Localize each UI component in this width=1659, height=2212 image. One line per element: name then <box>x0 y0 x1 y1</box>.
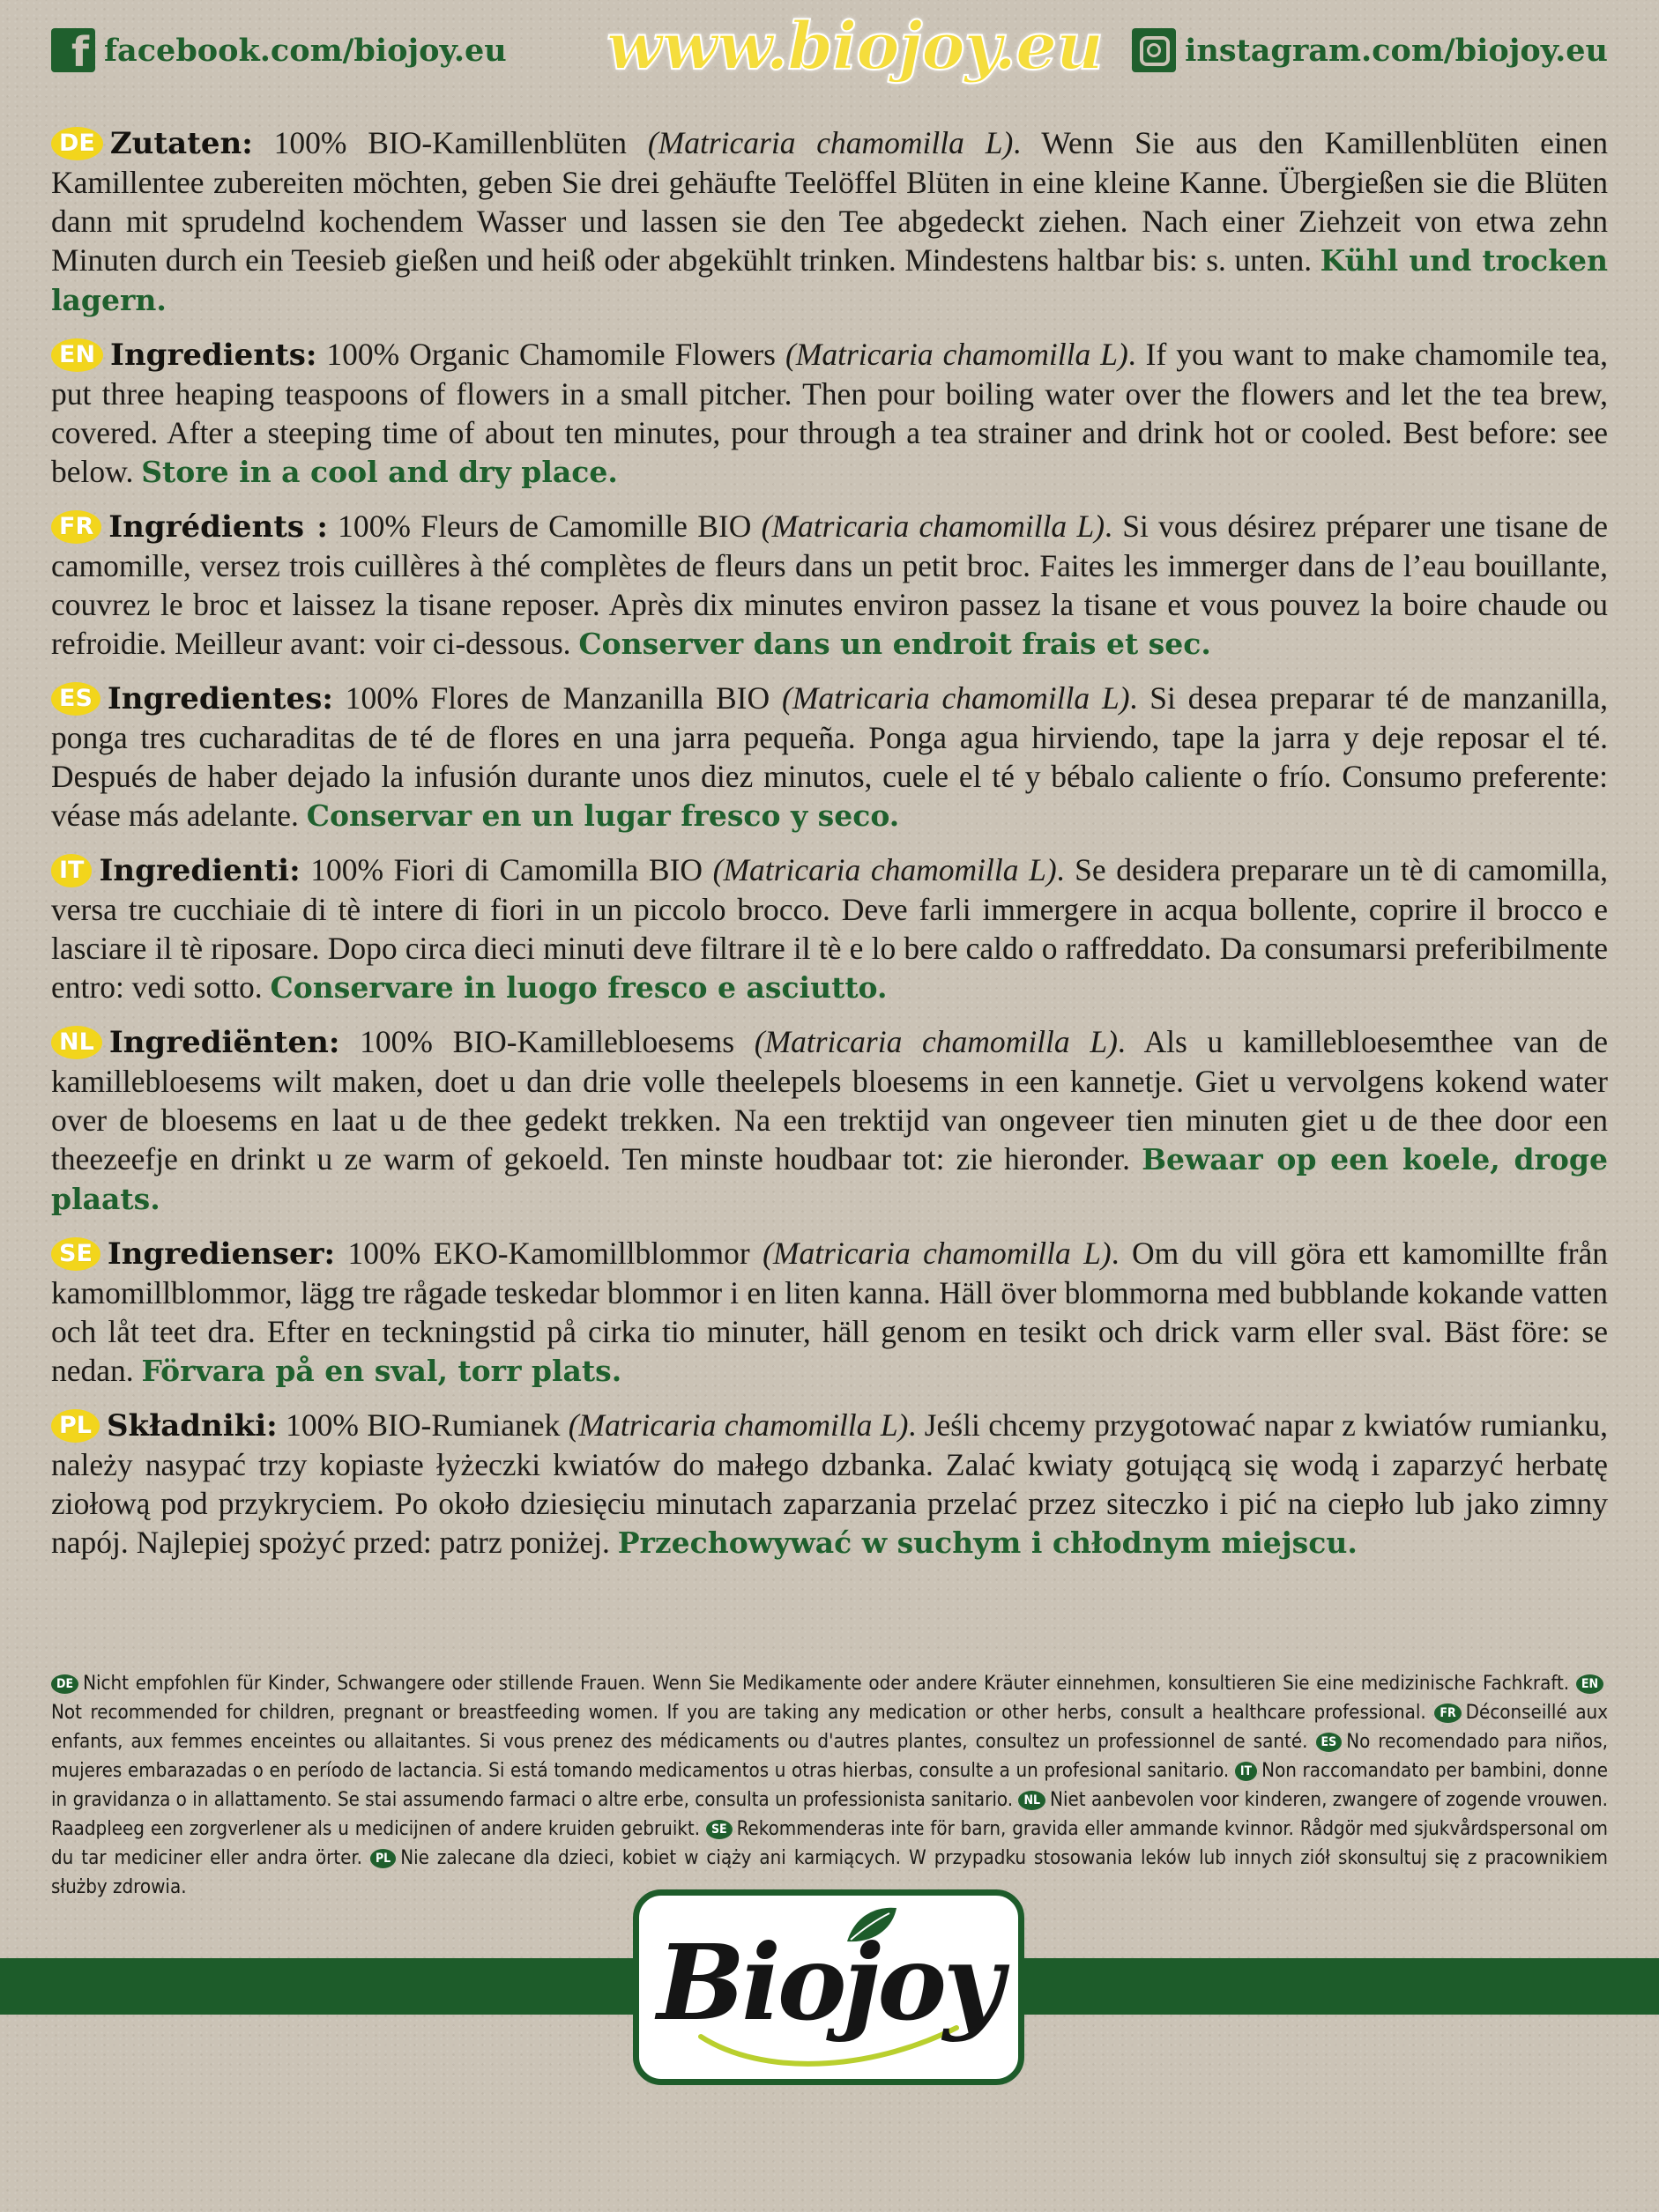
warning-text: Déconseillé aux enfants, aux femmes enceintes ou allaitantes. Si vous prenez des médicaments ou d'autres plantes, consultez un professionnel de santé. <box>51 1701 1609 1753</box>
section-text: . Si vous désirez préparer une tisane de camomille, versez trois cuillères à thé complètes de fleurs dans un petit broc. Faites les immerger dans de l’eau bouillante, couvrez le broc et laissez la tisane reposer. Après dix minutes environ passez la tisane et vous pouvez la boire chaude ou refroidie. Meilleur avant: voir ci-dessous. <box>51 508 1608 661</box>
section-text: 100% Fiori di Camomilla BIO <box>300 852 713 887</box>
storage-note: Conservar en un lugar fresco y seco. <box>306 798 900 833</box>
lang-badge: SE <box>51 1237 100 1271</box>
section-text: . Om du vill göra ett kamomillte från kamomillblommor, lägg tre rågade teskedar blommor i en liten kanna. Häll över blommorna med bubblande kokande vatten och låt teet dra. Efter en teckningstid på cirka tio minuter, häll genom en tesikt och drick varm eller sval. Bäst före: se nedan. <box>51 1236 1608 1388</box>
section-label: Ingrédients : <box>108 509 328 545</box>
latin-name: (Matricaria chamomilla L) <box>647 125 1014 160</box>
section-text: 100% Flores de Manzanilla BIO <box>332 680 782 716</box>
warning-text: Not recommended for children, pregnant or breastfeeding women. If you are taking any medication or other herbs, consult a healthcare professional. <box>51 1701 1426 1724</box>
latin-name: (Matricaria chamomilla L) <box>763 1236 1112 1271</box>
lang-badge: IT <box>51 854 92 887</box>
facebook-icon <box>51 28 95 72</box>
lang-badge: PL <box>51 1409 100 1443</box>
facebook-link[interactable] <box>51 28 507 72</box>
facebook-url[interactable]: facebook.com/biojoy.eu <box>104 32 507 69</box>
warning-text: Nicht empfohlen für Kinder, Schwangere oder stillende Frauen. Wenn Sie Medikamente oder andere Kräuter einnehmen, konsultieren Sie eine medizinische Fachkraft. <box>83 1672 1570 1695</box>
section-text: 100% BIO-Kamillebloesems <box>339 1024 755 1059</box>
lang-badge: FR <box>51 510 101 544</box>
storage-note: Conserver dans un endroit frais et sec. <box>578 627 1211 661</box>
storage-note: Kühl und trocken lagern. <box>51 243 1608 317</box>
section-text: . Jeśli chcemy przygotować napar z kwiatów rumianku, należy nasypać trzy kopiaste łyżeczki kwiatów do małego dzbanka. Zalać kwiaty gotującą się wodą i zaparzyć herbatę ziołową pod przykryciem. Po około dziesięciu minutach zaparzania przelać przez siteczko i pić na ciepło lub jako zimny napój. Najlepiej spożyć przed: patrz poniżej. <box>51 1407 1608 1560</box>
section-fr <box>51 507 1608 664</box>
section-de <box>51 123 1608 320</box>
latin-name: (Matricaria chamomilla L) <box>754 1024 1118 1059</box>
lang-badge: EN <box>51 338 103 372</box>
warning-badge: ES <box>1316 1733 1343 1752</box>
warning-badge: DE <box>51 1674 78 1694</box>
section-label: Zutaten: <box>109 126 253 161</box>
instagram-url[interactable]: instagram.com/biojoy.eu <box>1185 32 1608 69</box>
section-se <box>51 1234 1608 1391</box>
lang-badge: ES <box>51 682 100 716</box>
section-es <box>51 679 1608 835</box>
instagram-icon <box>1132 28 1176 72</box>
warning-text: Nie zalecane dla dzieci, kobiet w ciąży ani karmiących. W przypadku stosowania leków lub innych ziół skonsultuj się z pracownikiem służby zdrowia. <box>51 1846 1608 1898</box>
section-pl <box>51 1406 1608 1563</box>
warning-badge: NL <box>1018 1791 1045 1810</box>
section-it <box>51 850 1608 1007</box>
section-text: 100% EKO-Kamomillblommor <box>335 1236 763 1271</box>
warning-badge: PL <box>370 1849 396 1868</box>
latin-name: (Matricaria chamomilla L) <box>761 508 1105 544</box>
section-label: Ingredientes: <box>107 681 333 716</box>
latin-name: (Matricaria chamomilla L) <box>785 337 1128 372</box>
section-text: . Si desea preparar té de manzanilla, ponga tres cucharaditas de té de flores en una jarra pequeña. Ponga agua hirviendo, tape la jarra y deje reposar el té. Después de haber dejado la infusión durante unos diez minutos, cuele el té y bébalo caliente o frío. Consumo preferente: véase más adelante. <box>51 680 1609 833</box>
storage-note: Conservare in luogo fresco e asciutto. <box>270 970 888 1005</box>
warning-text: Niet aanbevolen voor kinderen, zwangere of zogende vrouwen. Raadpleeg een zorgverlener als u medicijnen of andere kruiden gebruikt. <box>51 1788 1609 1840</box>
section-en <box>51 335 1608 492</box>
latin-name: (Matricaria chamomilla L) <box>712 852 1057 887</box>
latin-name: (Matricaria chamomilla L) <box>568 1407 909 1443</box>
warning-badge: IT <box>1235 1762 1257 1781</box>
section-nl <box>51 1022 1608 1219</box>
ingredients-sections <box>51 123 1608 1577</box>
lang-badge: DE <box>51 127 103 160</box>
section-text: . Se desidera preparare un tè di camomilla, versa tre cucchiaie di tè intere di fiori in un piccolo brocco. Deve farli immergere in acqua bollente, coprire il brocco e lasciare il tè riposare. Dopo circa dieci minuti deve filtrare il tè e lo bere caldo o raffreddato. Da consumarsi preferibilmente entro: vedi sotto. <box>51 852 1608 1005</box>
section-text: . Als u kamillebloesemthee van de kamillebloesems wilt maken, doet u dan drie volle theelepels bloesems in een kannetje. Giet u vervolgens kokend water over de bloesems en laat u de thee gedekt trekken. Na een trektijd van ongeveer tien minuten giet u de thee door een theezeefje en drinkt u ze warm of gekoeld. Ten minste houdbaar tot: zie hieronder. <box>51 1024 1608 1177</box>
section-text: 100% Fleurs de Camomille BIO <box>327 508 762 544</box>
section-text: . Wenn Sie aus den Kamillenblüten einen Kamillentee zubereiten möchten, geben Sie drei gehäufte Teelöffel Blüten in eine kleine Kanne. Übergießen sie die Blüten dann mit sprudelnd kochendem Wasser und lassen sie den Tee abgedeckt ziehen. Nach einer Ziehzeit von etwa zehn Minuten durch ein Teesieb gießen und heiß oder abgekühlt trinken. Mindestens haltbar bis: s. unten. <box>51 125 1608 278</box>
brand-logo <box>633 1889 1024 2085</box>
lang-badge: NL <box>51 1026 102 1059</box>
section-label: Ingrediënten: <box>108 1025 340 1060</box>
section-label: Ingredients: <box>110 338 317 373</box>
warnings-block <box>51 1669 1608 1902</box>
website-url[interactable]: www.biojoy.eu <box>606 9 1103 85</box>
instagram-link[interactable] <box>1132 28 1608 72</box>
storage-note: Förvara på en sval, torr plats. <box>141 1354 622 1388</box>
logo-wordmark: Biojoy <box>657 1920 1001 2044</box>
warning-text: Rekommenderas inte för barn, gravida eller ammande kvinnor. Rådgör med sjukvårdspersonal om du tar mediciner eller andra örter. <box>51 1817 1608 1869</box>
warning-badge: EN <box>1576 1674 1603 1694</box>
storage-note: Przechowywać w suchym i chłodnym miejscu. <box>617 1525 1358 1560</box>
warning-text: Non raccomandato per bambini, donne in gravidanza o in allattamento. Se stai assumendo farmaci o altre erbe, consulta un professionista sanitario. <box>51 1759 1608 1811</box>
section-label: Składniki: <box>107 1408 278 1444</box>
section-text: . If you want to make chamomile tea, put three heaping teaspoons of flowers in a small pitcher. Then pour boiling water over the flowers and let the tea brew, covered. After a steeping time of about ten minutes, pour through a tea strainer and drink hot or cooled. Best before: see below. <box>51 337 1608 489</box>
warning-badge: SE <box>706 1820 733 1839</box>
warning-badge: FR <box>1434 1704 1461 1723</box>
storage-note: Store in a cool and dry place. <box>141 455 618 489</box>
section-text: 100% BIO-Rumianek <box>277 1407 569 1443</box>
section-text: 100% Organic Chamomile Flowers <box>316 337 785 372</box>
section-text: 100% BIO-Kamillenblüten <box>252 125 648 160</box>
warning-text: No recomendado para niños, mujeres embarazadas o en período de lactancia. Si está tomando medicamentos u otras hierbas, consulte a un profesional sanitario. <box>51 1730 1608 1782</box>
latin-name: (Matricaria chamomilla L) <box>782 680 1130 716</box>
section-label: Ingredienti: <box>99 853 301 888</box>
section-label: Ingredienser: <box>107 1236 336 1272</box>
header <box>51 9 1608 108</box>
storage-note: Bewaar op een koele, droge plaats. <box>51 1142 1609 1216</box>
